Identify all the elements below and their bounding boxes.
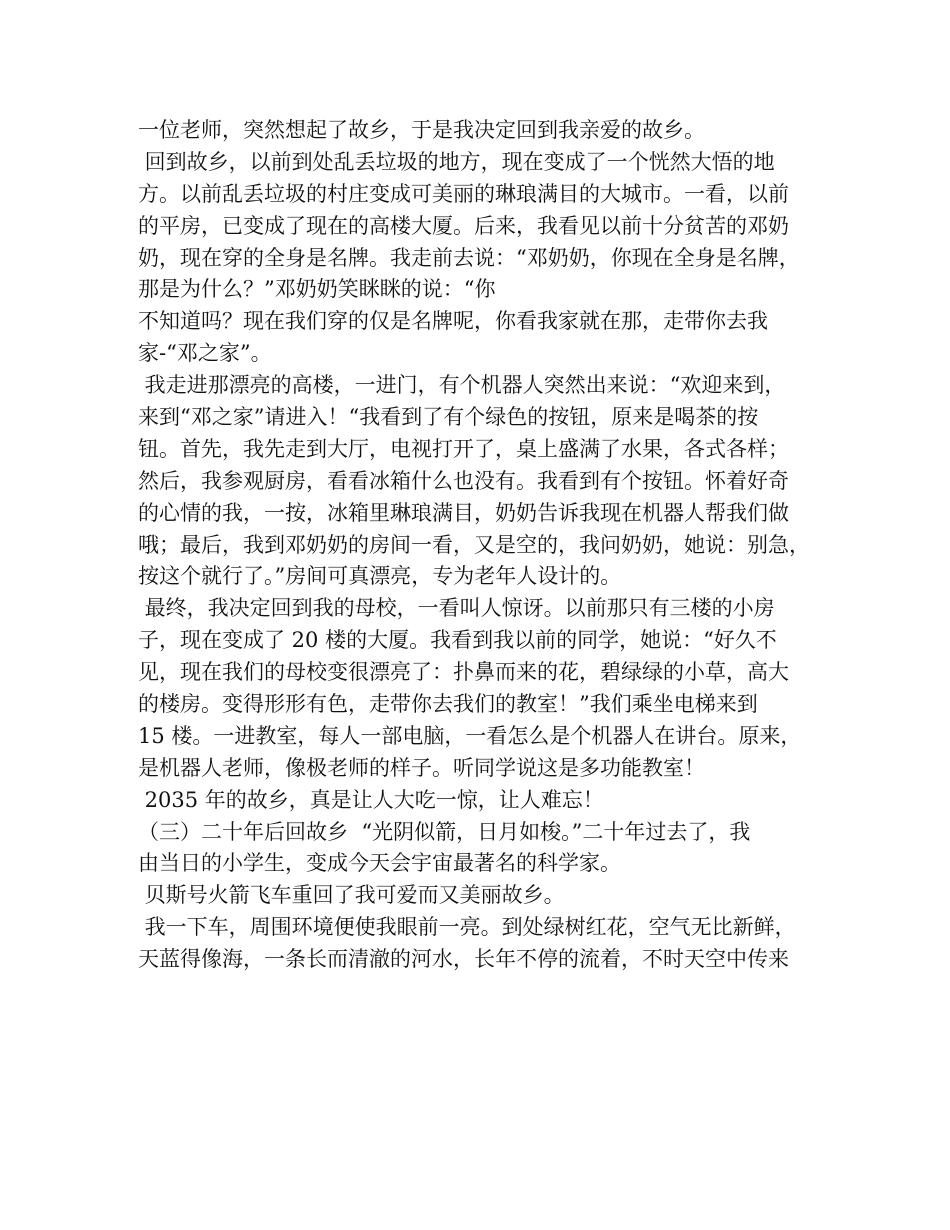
text-line: 贝斯号火箭飞车重回了我可爱而又美丽故乡。 [138,883,565,908]
text-line: 是机器人老师，像极老师的样子。听同学说这是多功能教室！ [138,755,705,780]
text-line: 回到故乡，以前到处乱丢垃圾的地方，现在变成了一个恍然大悟的地 [138,149,775,174]
text-line: 按这个就行了。”房间可真漂亮，专为老年人设计的。 [138,564,622,589]
text-line: 哦；最后，我到邓奶奶的房间一看，又是空的，我问奶奶，她说：别急， [138,532,810,557]
text-line: 奶，现在穿的全身是名牌。我走前去说：“邓奶奶，你现在全身是名牌， [138,245,800,270]
text-line: 来到“邓之家”请进入！“我看到了有个绿色的按钮，原来是喝茶的按 [138,405,759,430]
text-line: 然后，我参观厨房，看看冰箱什么也没有。我看到有个按钮。怀着好奇 [138,468,789,493]
text-line: 最终，我决定回到我的母校，一看叫人惊讶。以前那只有三楼的小房 [138,596,775,621]
text-line: 2035 年的故乡，真是让人大吃一惊，让人难忘！ [138,787,604,812]
text-line: 的心情的我，一按，冰箱里琳琅满目，奶奶告诉我现在机器人帮我们做 [138,500,789,525]
text-line: 方。以前乱丢垃圾的村庄变成可美丽的琳琅满目的大城市。一看，以前 [138,181,789,206]
text-line: 一位老师，突然想起了故乡，于是我决定回到我亲爱的故乡。 [138,118,705,142]
text-line: 由当日的小学生，变成今天会宇宙最著名的科学家。 [138,851,621,876]
text-line: 15 楼。一进教室，每人一部电脑，一看怎么是个机器人在讲台。原来， [138,723,802,748]
text-line: 不知道吗？现在我们穿的仅是名牌呢，你看我家就在那，走带你去我 [138,309,768,334]
text-line: 的楼房。变得形形有色，走带你去我们的教室！”我们乘坐电梯来到 [138,692,758,717]
body-text [138,115,828,976]
text-line: 那是为什么？”邓奶奶笑眯眯的说：“你 [138,277,496,302]
text-line: 我一下车，周围环境便使我眼前一亮。到处绿树红花，空气无比新鲜， [138,915,796,940]
text-line: 子，现在变成了 20 楼的大厦。我看到我以前的同学，她说：“好久不 [138,628,777,653]
text-line: （三）二十年后回故乡 “光阴似箭，日月如梭。”二十年过去了，我 [138,819,751,844]
text-line: 我走进那漂亮的高楼，一进门，有个机器人突然出来说：“欢迎来到， [138,373,786,398]
text-line: 钮。首先，我先走到大厅，电视打开了，桌上盛满了水果，各式各样； [138,436,789,461]
text-line: 见，现在我们的母校变很漂亮了：扑鼻而来的花，碧绿绿的小草，高大 [138,660,789,685]
text-line: 家-“邓之家”。 [138,341,272,366]
text-line: 的平房，已变成了现在的高楼大厦。后来，我看见以前十分贫苦的邓奶 [138,213,789,238]
text-line: 天蓝得像海，一条长而清澈的河水，长年不停的流着，不时天空中传来 [138,947,789,972]
